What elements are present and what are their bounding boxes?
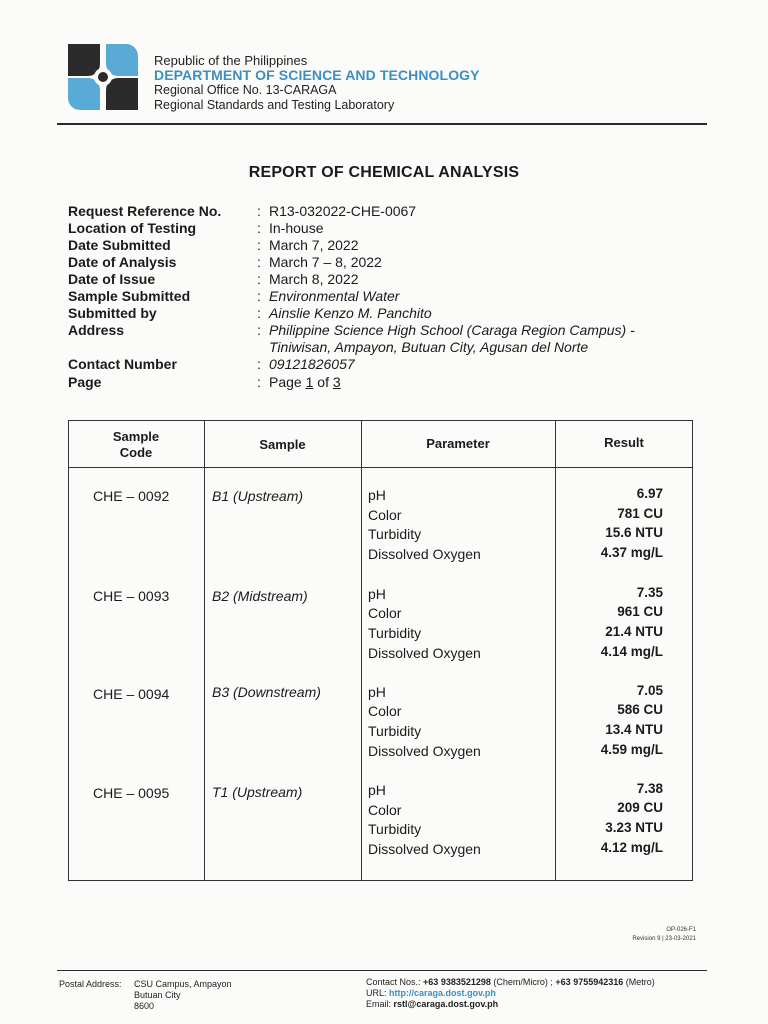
result-color: 781 CU bbox=[617, 506, 663, 521]
info-label-date-submitted: Date Submitted bbox=[68, 237, 171, 253]
info-label-sample-submitted: Sample Submitted bbox=[68, 288, 191, 304]
table-header-divider bbox=[68, 467, 693, 468]
info-colon: : bbox=[257, 288, 261, 304]
page-prefix: Page bbox=[269, 374, 306, 390]
result-ph: 6.97 bbox=[636, 486, 663, 501]
result-color: 209 CU bbox=[617, 800, 663, 815]
table-column-divider bbox=[204, 420, 205, 881]
row-sample-name: T1 (Upstream) bbox=[212, 784, 303, 800]
contact-note-metro: (Metro) bbox=[625, 977, 655, 987]
header-sample: Sample bbox=[259, 437, 306, 452]
info-colon: : bbox=[257, 220, 261, 236]
email-link[interactable]: rstl@caraga.dost.gov.ph bbox=[393, 999, 499, 1009]
header-sample-code-line2: Code bbox=[119, 445, 153, 460]
param-color: Color bbox=[368, 507, 402, 523]
info-label-location: Location of Testing bbox=[68, 220, 197, 236]
row-sample-code: CHE – 0094 bbox=[93, 686, 170, 702]
header-sample-code bbox=[68, 429, 204, 461]
header-sample-code-line1: Sample bbox=[112, 429, 160, 444]
contact-label: Contact Nos.: bbox=[366, 977, 421, 987]
footer-url bbox=[366, 988, 496, 999]
letterhead-laboratory: Regional Standards and Testing Laboratory bbox=[154, 98, 395, 112]
info-colon: : bbox=[257, 203, 261, 219]
letterhead-republic: Republic of the Philippines bbox=[154, 53, 308, 68]
header-result: Result bbox=[604, 435, 644, 450]
info-colon: : bbox=[257, 237, 261, 253]
url-link[interactable]: http://caraga.dost.gov.ph bbox=[389, 988, 496, 998]
param-ph: pH bbox=[368, 586, 386, 602]
info-colon: : bbox=[257, 374, 261, 390]
info-value-submitted-by: Ainslie Kenzo M. Panchito bbox=[269, 305, 432, 321]
page-of: of bbox=[313, 374, 333, 390]
form-code: OP-026-F1 bbox=[666, 927, 696, 933]
result-ph: 7.38 bbox=[636, 781, 663, 796]
result-turbidity: 15.6 NTU bbox=[605, 525, 663, 540]
info-value-contact: 09121826057 bbox=[269, 356, 355, 372]
param-color: Color bbox=[368, 802, 402, 818]
letterhead-department: DEPARTMENT OF SCIENCE AND TECHNOLOGY bbox=[154, 67, 480, 83]
report-title: REPORT OF CHEMICAL ANALYSIS bbox=[248, 164, 520, 181]
row-sample-name: B3 (Downstream) bbox=[212, 684, 321, 700]
dost-logo bbox=[66, 42, 140, 112]
param-turbidity: Turbidity bbox=[368, 821, 422, 837]
param-ph: pH bbox=[368, 782, 386, 798]
contact-number-metro: +63 9755942316 bbox=[555, 977, 624, 987]
url-label: URL: bbox=[366, 988, 387, 998]
postal-address-label: Postal Address: bbox=[59, 979, 122, 989]
param-dissolved-oxygen: Dissolved Oxygen bbox=[368, 546, 481, 562]
result-dissolved-oxygen: 4.12 mg/L bbox=[600, 840, 663, 855]
info-label-contact: Contact Number bbox=[68, 356, 177, 372]
header-parameter: Parameter bbox=[426, 436, 490, 451]
param-turbidity: Turbidity bbox=[368, 723, 422, 739]
result-turbidity: 3.23 NTU bbox=[605, 820, 663, 835]
info-value-date-issue: March 8, 2022 bbox=[269, 271, 359, 287]
info-value-address-line2: Tiniwisan, Ampayon, Butuan City, Agusan del Norte bbox=[269, 339, 589, 355]
result-dissolved-oxygen: 4.14 mg/L bbox=[600, 644, 663, 659]
footer-divider bbox=[57, 970, 707, 971]
result-ph: 7.05 bbox=[636, 683, 663, 698]
row-sample-name: B1 (Upstream) bbox=[212, 488, 304, 504]
postal-address-line3: 8600 bbox=[134, 1001, 155, 1011]
info-colon: : bbox=[257, 254, 261, 270]
info-value-sample-submitted: Environmental Water bbox=[269, 288, 400, 304]
row-sample-code: CHE – 0092 bbox=[93, 488, 170, 504]
param-dissolved-oxygen: Dissolved Oxygen bbox=[368, 743, 481, 759]
contact-number-chem: +63 9383521298 bbox=[423, 977, 491, 987]
row-sample-code: CHE – 0095 bbox=[93, 785, 170, 801]
param-dissolved-oxygen: Dissolved Oxygen bbox=[368, 645, 481, 661]
page-total: 3 bbox=[332, 374, 341, 390]
header-divider bbox=[57, 123, 707, 125]
param-color: Color bbox=[368, 605, 402, 621]
table-column-divider bbox=[361, 420, 362, 881]
row-sample-name: B2 (Midstream) bbox=[212, 588, 308, 604]
info-value-reference: R13-032022-CHE-0067 bbox=[269, 203, 417, 219]
info-label-date-issue: Date of Issue bbox=[68, 271, 156, 287]
page-number: 1 bbox=[305, 374, 314, 390]
param-dissolved-oxygen: Dissolved Oxygen bbox=[368, 841, 481, 857]
result-dissolved-oxygen: 4.59 mg/L bbox=[600, 742, 663, 757]
info-colon: : bbox=[257, 356, 261, 372]
result-ph: 7.35 bbox=[636, 585, 663, 600]
param-color: Color bbox=[368, 703, 402, 719]
param-ph: pH bbox=[368, 684, 386, 700]
postal-address-line2: Butuan City bbox=[134, 990, 181, 1000]
info-value-address-line1: Philippine Science High School (Caraga Region Campus) - bbox=[269, 322, 635, 338]
revision-label: Revision 9 | 23-03-2021 bbox=[632, 936, 696, 942]
postal-address-line1: CSU Campus, Ampayon bbox=[134, 979, 232, 989]
info-label-date-analysis: Date of Analysis bbox=[68, 254, 177, 270]
info-colon: : bbox=[257, 322, 261, 338]
param-turbidity: Turbidity bbox=[368, 526, 422, 542]
contact-numbers bbox=[366, 977, 655, 988]
info-value-location: In-house bbox=[269, 220, 324, 236]
email-label: Email: bbox=[366, 999, 392, 1009]
param-turbidity: Turbidity bbox=[368, 625, 422, 641]
info-colon: : bbox=[257, 305, 261, 321]
info-colon: : bbox=[257, 271, 261, 287]
info-value-date-submitted: March 7, 2022 bbox=[269, 237, 359, 253]
letterhead-regional-office: Regional Office No. 13-CARAGA bbox=[154, 83, 337, 97]
contact-note-chem: (Chem/Micro) ; bbox=[493, 977, 553, 987]
result-color: 586 CU bbox=[617, 702, 663, 717]
footer-email bbox=[366, 999, 498, 1010]
result-turbidity: 13.4 NTU bbox=[605, 722, 663, 737]
info-value-page bbox=[269, 374, 341, 390]
info-label-address: Address bbox=[68, 322, 125, 338]
info-label-submitted-by: Submitted by bbox=[68, 305, 157, 321]
info-value-date-analysis: March 7 – 8, 2022 bbox=[269, 254, 382, 270]
row-sample-code: CHE – 0093 bbox=[93, 588, 170, 604]
result-turbidity: 21.4 NTU bbox=[605, 624, 663, 639]
param-ph: pH bbox=[368, 487, 386, 503]
result-color: 961 CU bbox=[617, 604, 663, 619]
info-label-page: Page bbox=[68, 374, 102, 390]
result-dissolved-oxygen: 4.37 mg/L bbox=[600, 545, 663, 560]
info-label-reference: Request Reference No. bbox=[68, 203, 222, 219]
